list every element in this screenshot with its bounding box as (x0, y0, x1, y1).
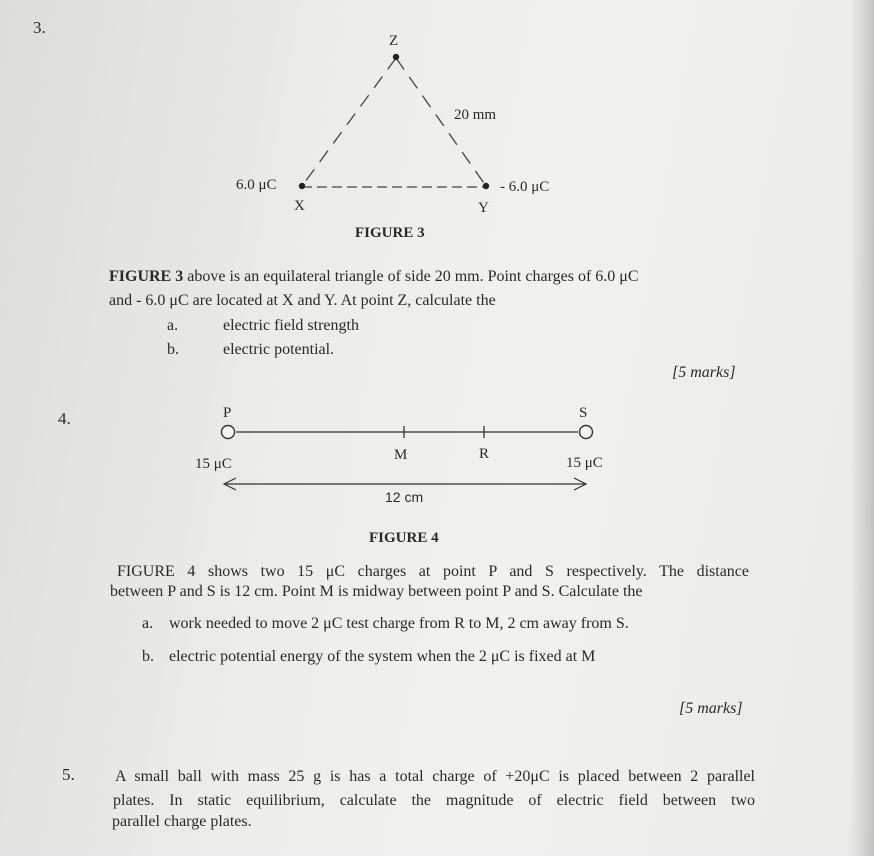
label-charge-s: 15 μC (566, 455, 603, 471)
label-charge-y: - 6.0 μC (500, 179, 550, 195)
q3-marks: [5 marks] (672, 364, 736, 381)
q4-text-line-2: between P and S is 12 cm. Point M is midway between point P and S. Calculate the (110, 583, 643, 600)
q4-item-a-text: work needed to move 2 μC test charge from R to M, 2 cm away from S. (169, 615, 629, 632)
q5-text-line-3: parallel charge plates. (112, 813, 252, 830)
label-charge-x: 6.0 μC (236, 177, 277, 193)
q3-item-a-text: electric field strength (223, 317, 359, 334)
figure-3-caption: FIGURE 3 (355, 225, 425, 241)
label-x: X (294, 198, 305, 214)
q3-figure-ref: FIGURE 3 (109, 268, 184, 285)
label-y: Y (478, 200, 489, 216)
q5-text-line-1: A small ball with mass 25 g is has a total charge of +20μC is placed between 2 parallel (115, 768, 755, 785)
q4-text-line-1: FIGURE 4 shows two 15 μC charges at point P and S respectively. The distance (117, 563, 749, 580)
q3-item-b-letter: b. (167, 341, 179, 358)
charge-y-dot (483, 183, 489, 189)
label-charge-p: 15 μC (195, 456, 232, 472)
q3-text-line-1 (109, 268, 639, 286)
figure-4-caption: FIGURE 4 (369, 530, 439, 546)
label-r: R (479, 446, 490, 462)
charge-x-dot (299, 183, 305, 189)
label-side-length: 20 mm (454, 107, 497, 123)
question-5-number: 5. (62, 765, 75, 784)
point-z-dot (393, 54, 399, 60)
q4-item-a-letter: a. (142, 615, 154, 632)
q3-text-line-2: and - 6.0 μC are located at X and Y. At point Z, calculate the (109, 292, 496, 309)
q3-item-a-letter: a. (167, 317, 179, 334)
label-s: S (579, 405, 588, 421)
q4-marks: [5 marks] (679, 700, 743, 717)
q5-text-line-2: plates. In static equilibrium, calculate the magnitude of electric field between two (113, 792, 755, 809)
side-xz (302, 58, 396, 186)
question-3-number: 3. (33, 18, 46, 37)
label-p: P (223, 405, 232, 421)
charge-p-circle (222, 426, 235, 439)
label-distance: 12 cm (385, 489, 424, 505)
q4-item-b-text: electric potential energy of the system when the 2 μC is fixed at M (169, 648, 596, 665)
q4-item-b-letter: b. (142, 648, 154, 665)
question-4-number: 4. (58, 409, 71, 428)
charge-s-circle (580, 426, 593, 439)
label-z: Z (389, 33, 399, 49)
q3-item-b-text: electric potential. (223, 341, 335, 358)
q3-text-line-1-rest: above is an equilateral triangle of side 20 mm. Point charges of 6.0 μC (183, 268, 639, 285)
label-m: M (394, 447, 408, 463)
